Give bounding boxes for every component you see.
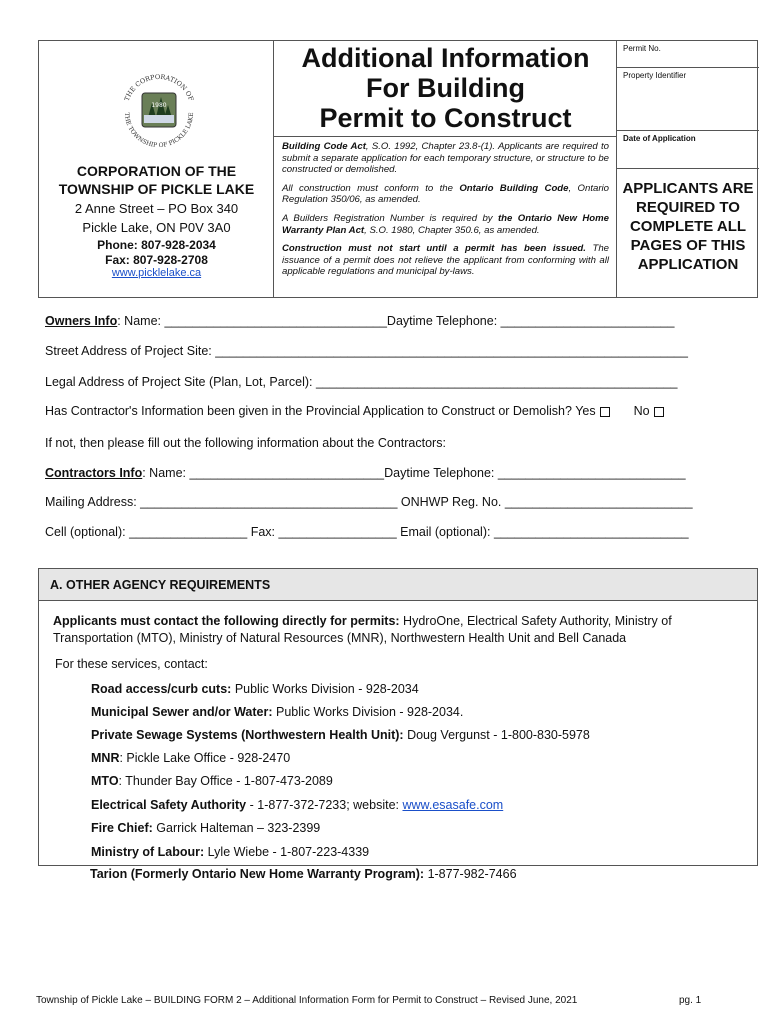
owners-name-field[interactable]: : Name: ________________________________Daytime Telephone: _________________________ [117, 314, 675, 328]
contractor-question: Has Contractor's Information been given in the Provincial Application to Construct or Demolish? Yes [45, 404, 596, 418]
title-column [274, 41, 617, 297]
title-line3: Permit to Construct [319, 103, 572, 133]
esa-website-link[interactable]: www.esasafe.com [402, 798, 504, 812]
date-of-application-field[interactable]: Date of Application [617, 131, 759, 169]
contact-electrical-safety: Electrical Safety Authority - 1-877-372-7233; website: www.esasafe.com [91, 798, 504, 812]
contact-mto: MTO: Thunder Bay Office - 1-807-473-2089 [91, 774, 333, 788]
owners-info-label: Owners Info [45, 314, 118, 328]
phone-number: Phone: 807-928-2034 [97, 238, 216, 252]
cell-fax-email-field[interactable]: Cell (optional): _________________ Fax: _________________ Email (optional): ____________________________ [45, 525, 689, 539]
no-checkbox[interactable] [654, 407, 664, 417]
applicants-required-note [617, 179, 759, 274]
page-title [274, 41, 617, 137]
note-building-code: Building Code Act, S.O. 1992, Chapter 23.8-(1). Applicants are required to submit a separate application for each temporary structure, or structure to be constructed or demolished. [282, 141, 609, 176]
contractors-info-label: Contractors Info [45, 466, 143, 480]
office-use-column [617, 41, 759, 297]
corporation-name [39, 162, 274, 198]
svg-text:1980: 1980 [151, 102, 167, 109]
permit-no-field[interactable]: Permit No. [617, 41, 759, 68]
note-construction-start: Construction must not start until a permit has been issued. The issuance of a permit does not relieve the applicant from conforming with all applicable regulations and municipal by-laws. [282, 243, 609, 278]
applicants-note-line: APPLICATION [637, 256, 739, 273]
township-seal-icon [117, 69, 201, 153]
svg-text:THE CORPORATION OF: THE CORPORATION OF [122, 72, 196, 103]
no-label: No [633, 404, 650, 418]
contact-private-sewage: Private Sewage Systems (Northwestern Health Unit): Doug Vergunst - 1-800-830-5978 [91, 728, 590, 742]
corp-name-line1: CORPORATION OF THE [76, 163, 237, 179]
section-a-heading: A. OTHER AGENCY REQUIREMENTS [39, 569, 757, 601]
applicants-note-line: PAGES OF THIS [630, 237, 746, 254]
mailing-address-field[interactable]: Mailing Address: _____________________________________ ONHWP Reg. No. ___________________________ [45, 495, 693, 509]
contact-tarion: Tarion (Formerly Ontario New Home Warranty Program): 1-877-982-7466 [90, 867, 517, 881]
yes-checkbox[interactable] [600, 407, 610, 417]
other-agency-section [38, 568, 758, 866]
title-line2: For Building [366, 73, 525, 103]
svg-text:THE TOWNSHIP OF PICKLE LAKE: THE TOWNSHIP OF PICKLE LAKE [122, 112, 196, 150]
corp-name-line2: TOWNSHIP OF PICKLE LAKE [58, 181, 255, 197]
footer-text: Township of Pickle Lake – BUILDING FORM 2 – Additional Information Form for Permit to Construct – Revised June, 2021 [36, 995, 578, 1006]
page-number: pg. 1 [679, 995, 702, 1006]
contractor-question-row [45, 404, 664, 418]
contractors-name-row[interactable] [45, 466, 686, 480]
contractors-name-field[interactable]: : Name: ____________________________Daytime Telephone: ___________________________ [142, 466, 686, 480]
contact-municipal-sewer: Municipal Sewer and/or Water: Public Works Division - 928-2034. [91, 705, 464, 719]
contact-ministry-labour: Ministry of Labour: Lyle Wiebe - 1-807-223-4339 [91, 845, 370, 859]
property-identifier-field[interactable]: Property Identifier [617, 68, 759, 131]
header-box [38, 40, 758, 298]
note-builders-registration: A Builders Registration Number is required by the Ontario New Home Warranty Plan Act, S.O. 1980, Chapter 350.6, as amended. [282, 212, 610, 236]
street-address-field[interactable]: Street Address of Project Site: ____________________________________________________________________ [45, 344, 688, 358]
legal-address-field[interactable]: Legal Address of Project Site (Plan, Lot, Parcel): ____________________________________________________ [45, 375, 678, 389]
address-line1: 2 Anne Street – PO Box 340 [74, 201, 239, 216]
fax-number: Fax: 807-928-2708 [105, 253, 208, 267]
applicants-note-line: REQUIRED TO [636, 199, 740, 216]
note-ontario-code: All construction must conform to the Ontario Building Code, Ontario Regulation 350/06, as amended. [282, 182, 610, 206]
corporation-contact [39, 238, 274, 268]
corporation-address [39, 199, 274, 237]
if-not-instructions: If not, then please fill out the following information about the Contractors: [45, 436, 446, 450]
title-line1: Additional Information [301, 43, 590, 73]
website-link[interactable]: www.picklelake.ca [111, 267, 202, 279]
contact-road-access: Road access/curb cuts: Public Works Division - 928-2034 [91, 682, 419, 696]
section-a-intro: Applicants must contact the following directly for permits: HydroOne, Electrical Safety Authority, Ministry of Transportation (MTO), Ministry of Natural Resources (MNR), Northwestern Health Unit and Bell Canada [53, 614, 672, 645]
for-services-label: For these services, contact: [55, 657, 208, 671]
applicants-note-line: COMPLETE ALL [629, 218, 747, 235]
owners-name-row[interactable] [45, 314, 674, 328]
regulation-notes [282, 141, 609, 285]
corporation-column [39, 41, 274, 297]
contact-fire-chief: Fire Chief: Garrick Halteman – 323-2399 [91, 821, 321, 835]
applicants-note-line: APPLICANTS ARE [622, 180, 754, 197]
contact-mnr: MNR: Pickle Lake Office - 928-2470 [91, 751, 291, 765]
address-line2: Pickle Lake, ON P0V 3A0 [82, 220, 231, 235]
